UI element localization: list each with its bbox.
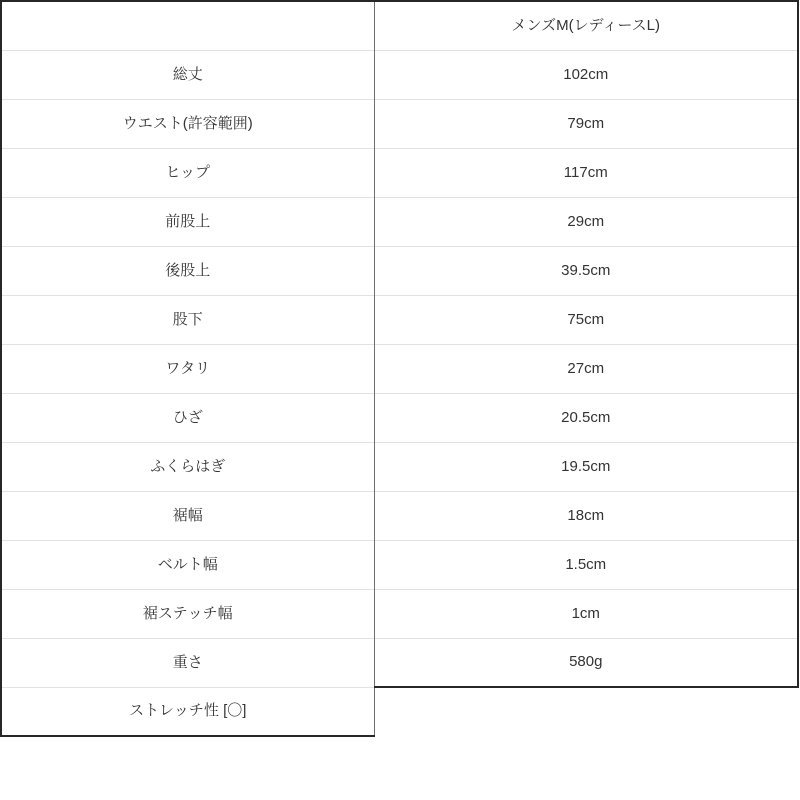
table-row	[1, 393, 798, 442]
measurement-value-cell: 39.5cm	[374, 246, 798, 295]
measurement-label-cell: ストレッチ性 [〇]	[1, 687, 374, 736]
measurement-value-cell: 18cm	[374, 491, 798, 540]
measurement-value-cell: 27cm	[374, 344, 798, 393]
measurement-label-cell: ひざ	[1, 393, 374, 442]
measurement-label-cell: 前股上	[1, 197, 374, 246]
table-header-row	[1, 1, 798, 50]
table-row	[1, 687, 798, 736]
header-size-cell: メンズM(レディースL)	[374, 1, 798, 50]
header-corner-cell	[1, 1, 374, 50]
measurement-label-cell: ベルト幅	[1, 540, 374, 589]
table-row	[1, 344, 798, 393]
measurement-label-cell: ワタリ	[1, 344, 374, 393]
table-row	[1, 491, 798, 540]
table-row	[1, 197, 798, 246]
measurement-value-cell: 1.5cm	[374, 540, 798, 589]
table-row	[1, 99, 798, 148]
measurement-value-cell: 29cm	[374, 197, 798, 246]
measurement-value-cell: 102cm	[374, 50, 798, 99]
table-row	[1, 295, 798, 344]
measurement-value-cell: 20.5cm	[374, 393, 798, 442]
table-row	[1, 50, 798, 99]
measurement-label-cell: 重さ	[1, 638, 374, 687]
measurement-label-cell: ふくらはぎ	[1, 442, 374, 491]
table-row	[1, 589, 798, 638]
measurement-label-cell: 裾ステッチ幅	[1, 589, 374, 638]
measurement-label-cell: ヒップ	[1, 148, 374, 197]
measurement-value-cell: 19.5cm	[374, 442, 798, 491]
measurement-value-cell: 1cm	[374, 589, 798, 638]
measurement-label-cell: 後股上	[1, 246, 374, 295]
measurement-value-cell-empty	[374, 687, 798, 736]
table-row	[1, 442, 798, 491]
measurement-value-cell: 580g	[374, 638, 798, 687]
measurement-label-cell: ウエスト(許容範囲)	[1, 99, 374, 148]
measurement-label-cell: 股下	[1, 295, 374, 344]
table-row	[1, 540, 798, 589]
measurement-label-cell: 裾幅	[1, 491, 374, 540]
table-row	[1, 148, 798, 197]
table-row	[1, 638, 798, 687]
measurement-value-cell: 75cm	[374, 295, 798, 344]
measurement-label-cell: 総丈	[1, 50, 374, 99]
measurement-value-cell: 79cm	[374, 99, 798, 148]
measurement-value-cell: 117cm	[374, 148, 798, 197]
table-row	[1, 246, 798, 295]
